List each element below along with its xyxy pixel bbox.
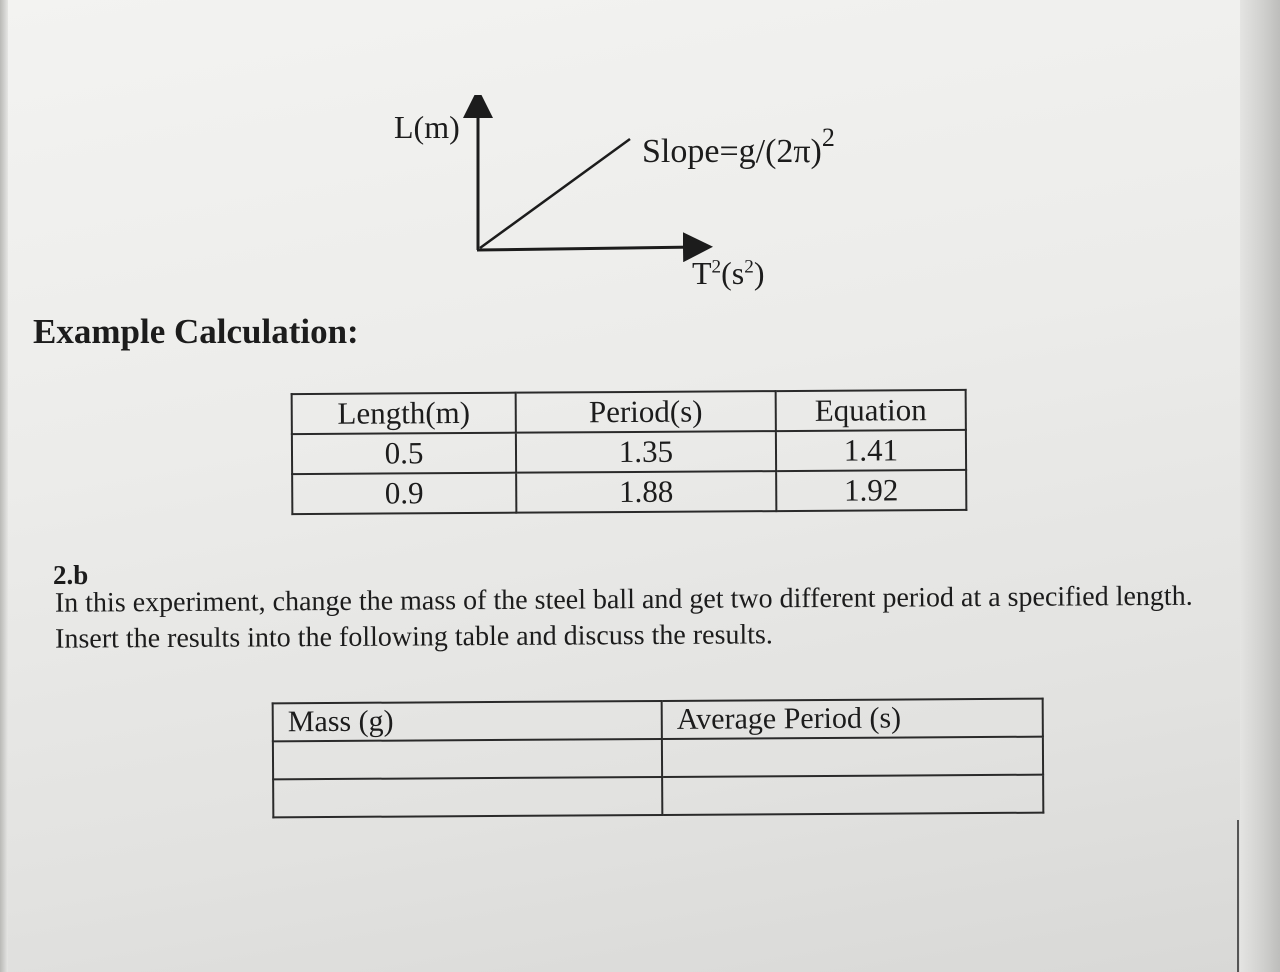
- header-mass: Mass (g): [273, 701, 662, 741]
- x-label-unit: (s: [721, 255, 745, 291]
- example-heading: Example Calculation:: [33, 312, 359, 351]
- table-header-row: [292, 390, 966, 434]
- cell-period: 1.35: [516, 431, 776, 473]
- table-row: [292, 470, 966, 514]
- slope-exponent: 2: [821, 123, 835, 152]
- header-length: Length(m): [292, 393, 516, 434]
- cell-average-period: [662, 775, 1043, 815]
- x-axis: [477, 247, 698, 250]
- slope-text: Slope=g/(2π): [642, 133, 822, 170]
- mass-period-table: [272, 698, 1045, 819]
- cell-mass: [273, 777, 662, 817]
- section-number: 2.b: [53, 560, 89, 590]
- page-edge-right: [1240, 0, 1280, 972]
- slope-line: [480, 139, 630, 248]
- border-line: [1237, 820, 1239, 972]
- example-table: [291, 389, 968, 515]
- table-row: [273, 775, 1043, 818]
- x-label-t: T: [692, 255, 712, 291]
- x-label-unit-sup: 2: [744, 256, 754, 278]
- table-row: [273, 737, 1043, 780]
- cell-equation: 1.92: [776, 470, 966, 511]
- x-label-t-sup: 2: [711, 256, 722, 278]
- table-header-row: [273, 699, 1043, 742]
- cell-average-period: [662, 737, 1043, 777]
- cell-mass: [273, 739, 662, 779]
- cell-period: 1.88: [516, 471, 776, 513]
- cell-length: 0.9: [292, 473, 516, 514]
- header-average-period: Average Period (s): [662, 699, 1043, 739]
- page-edge-left: [0, 0, 8, 972]
- y-axis-label: L(m): [394, 109, 460, 145]
- x-label-close: ): [753, 255, 765, 291]
- cell-equation: 1.41: [776, 430, 966, 471]
- length-period-graph: [380, 95, 860, 305]
- header-period: Period(s): [516, 391, 776, 433]
- x-axis-label: [692, 255, 765, 292]
- header-equation: Equation: [776, 390, 966, 431]
- slope-label: [642, 123, 835, 171]
- section-instructions: In this experiment, change the mass of the steel ball and get two different period at a specified length. Insert the results into the following table and discuss the results.: [54, 580, 1193, 655]
- cell-length: 0.5: [292, 433, 516, 474]
- table-row: [292, 430, 966, 474]
